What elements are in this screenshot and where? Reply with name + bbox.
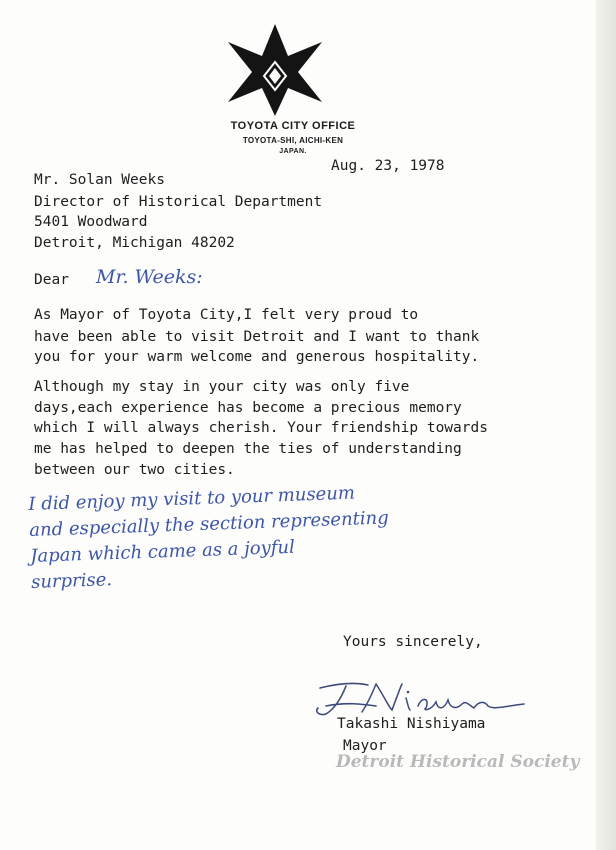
closing: Yours sincerely, [343,634,483,650]
body-line: As Mayor of Toyota City,I felt very proud to [34,307,419,323]
page-edge [596,0,616,850]
recipient-street: 5401 Woodward [34,214,148,230]
body-line: you for your warm welcome and generous hospitality. [34,349,480,365]
recipient-title: Director of Historical Department [34,194,323,210]
signer-name: Takashi Nishiyama [337,716,486,732]
body-line: have been able to visit Detroit and I want to thank [34,329,480,345]
handwritten-note-line: Japan which came as a joyful [29,536,296,567]
letter-date: Aug. 23, 1978 [331,158,445,174]
salutation-typed: Dear [34,272,69,288]
handwritten-note-line: surprise. [30,569,113,593]
toyota-city-emblem-icon [226,22,324,118]
handwritten-note-line: and especially the section representing [28,507,390,541]
body-line: me has helped to deepen the ties of understanding [34,441,462,457]
signature [306,676,532,720]
body-line: which I will always cherish. Your friendship towards [34,420,488,436]
recipient-name: Mr. Solan Weeks [34,172,165,188]
watermark: Detroit Historical Society [336,752,580,772]
body-line: between our two cities. [34,462,235,478]
handwritten-note-line: I did enjoy my visit to your museum [28,482,356,515]
recipient-city: Detroit, Michigan 48202 [34,235,235,251]
letterhead-country: JAPAN. [279,148,307,155]
signer-title: Mayor [343,738,387,754]
body-line: Although my stay in your city was only five [34,379,410,395]
letterhead-address: TOYOTA-SHI, AICHI-KEN [242,136,344,145]
handwritten-note [28,479,391,595]
body-line: days,each experience has become a precious memory [34,400,462,416]
letterhead-title: TOYOTA CITY OFFICE [230,120,356,132]
salutation-handwritten: Mr. Weeks: [96,266,203,288]
